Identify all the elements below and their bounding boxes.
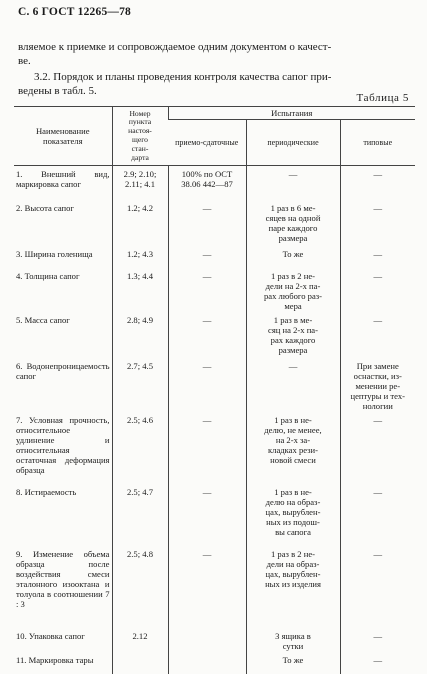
table-row [14, 412, 415, 484]
row-periodic-cell: — [246, 166, 340, 200]
row-periodic-cell: 1 раз в 6 ме- сяцев на одной паре каждого размера [246, 200, 340, 246]
row-name-cell: 4. Толщина сапог [16, 270, 80, 281]
row-periodic-cell: То же [246, 246, 340, 268]
row-periodic-cell: То же [246, 652, 340, 674]
row-type-cell: — [340, 246, 415, 268]
row-periodic-cell: 1 раз в 2 не- дели на 2-х па- рах любого раз- мера [246, 268, 340, 312]
quality-control-table [14, 106, 415, 674]
row-name-cell: 5. Масса сапог [16, 314, 70, 325]
row-number-cell: 2.7; 4.5 [112, 358, 168, 412]
header-tests: Испытания [168, 107, 415, 120]
row-number-cell: 2.5; 4.8 [112, 546, 168, 628]
row-type-cell: — [340, 412, 415, 484]
row-type-cell: При замене оснастки, из- менении ре- цептуры и тех- нологии [340, 358, 415, 412]
row-name-cell: 10. Упаковка сапог [16, 630, 85, 641]
row-periodic-cell: — [246, 358, 340, 412]
row-type-cell: — [340, 166, 415, 200]
table-row [14, 546, 415, 628]
paragraph-line-3: 3.2. Порядок и планы проведения контроля качества сапог при- [34, 71, 332, 83]
row-type-cell: — [340, 200, 415, 246]
table-caption: Таблица 5 [356, 92, 409, 104]
row-acceptance-cell: 100% по ОСТ 38.06 442—87 [168, 166, 246, 200]
row-number-cell: 2.8; 4.9 [112, 312, 168, 358]
table-row [14, 246, 415, 268]
row-type-cell: — [340, 312, 415, 358]
row-type-cell: — [340, 484, 415, 546]
paragraph-line-4: ведены в табл. 5. [18, 85, 97, 97]
table-row [14, 268, 415, 312]
row-periodic-cell: 1 раз в 2 не- дели на образ- цах, вырублен- ных из изделия [246, 546, 340, 628]
row-acceptance-cell: — [168, 200, 246, 246]
row-number-cell: 1.2; 4.2 [112, 200, 168, 246]
header-name: Наименование показателя [14, 107, 112, 166]
row-name-cell: 3. Ширина голенища [16, 248, 93, 259]
row-periodic-cell: 1 раз в ме- сяц на 2-х па- рах каждого размера [246, 312, 340, 358]
table-row [14, 312, 415, 358]
header-periodic: периодические [246, 120, 340, 166]
row-periodic-cell: 3 ящика в сутки [246, 628, 340, 652]
table-body [14, 166, 415, 674]
row-name-cell: 2. Высота сапог [16, 202, 74, 213]
row-number-cell: 2.5; 4.7 [112, 484, 168, 546]
header-number: Номер пункта настоя- щего стан- дарта [112, 107, 168, 166]
table-row [14, 358, 415, 412]
row-type-cell: — [340, 652, 415, 674]
row-name-cell: 9. Изменение объема образца после воздействия смеси эталонного изооктана и толуола в соотношении 7 : 3 [16, 548, 110, 609]
row-number-cell: 1.3; 4.4 [112, 268, 168, 312]
row-type-cell: — [340, 268, 415, 312]
table-row [14, 200, 415, 246]
row-number-cell: 2.5; 4.6 [112, 412, 168, 484]
header-acceptance: приемо-сдаточные [168, 120, 246, 166]
row-acceptance-cell [168, 628, 246, 652]
paragraph-line-2: ве. [18, 55, 31, 67]
row-periodic-cell: 1 раз в не- делю, не менее, на 2-х за- кладках рези- новой смеси [246, 412, 340, 484]
row-acceptance-cell: — [168, 268, 246, 312]
table-row [14, 628, 415, 652]
page-header: С. 6 ГОСТ 12265—78 [18, 6, 131, 18]
row-acceptance-cell: — [168, 484, 246, 546]
row-name-cell: 11. Маркировка тары [16, 654, 94, 665]
header-type: типовые [340, 120, 415, 166]
row-acceptance-cell: — [168, 546, 246, 628]
row-number-cell [112, 652, 168, 674]
paragraph-line-1: вляемое к приемке и сопровождаемое одним документом о качест- [18, 41, 332, 53]
row-acceptance-cell [168, 652, 246, 674]
table-row [14, 166, 415, 200]
row-number-cell: 2.9; 2.10; 2.11; 4.1 [112, 166, 168, 200]
row-acceptance-cell: — [168, 246, 246, 268]
row-acceptance-cell: — [168, 312, 246, 358]
row-acceptance-cell: — [168, 358, 246, 412]
row-name-cell: 8. Истираемость [16, 486, 77, 497]
row-periodic-cell: 1 раз в не- делю на образ- цах, вырублен- ных из подош- вы сапога [246, 484, 340, 546]
row-number-cell: 2.12 [112, 628, 168, 652]
table-row [14, 652, 415, 674]
row-type-cell: — [340, 546, 415, 628]
row-name-cell: 6. Водонепроницаемость сапог [16, 360, 110, 381]
row-number-cell: 1.2; 4.3 [112, 246, 168, 268]
row-type-cell: — [340, 628, 415, 652]
table-row [14, 484, 415, 546]
row-name-cell: 7. Условная прочность, относительное удлинение и относительная остаточная деформация образца [16, 414, 110, 475]
row-acceptance-cell: — [168, 412, 246, 484]
row-name-cell: 1. Внешний вид, маркировка сапог [16, 169, 110, 189]
